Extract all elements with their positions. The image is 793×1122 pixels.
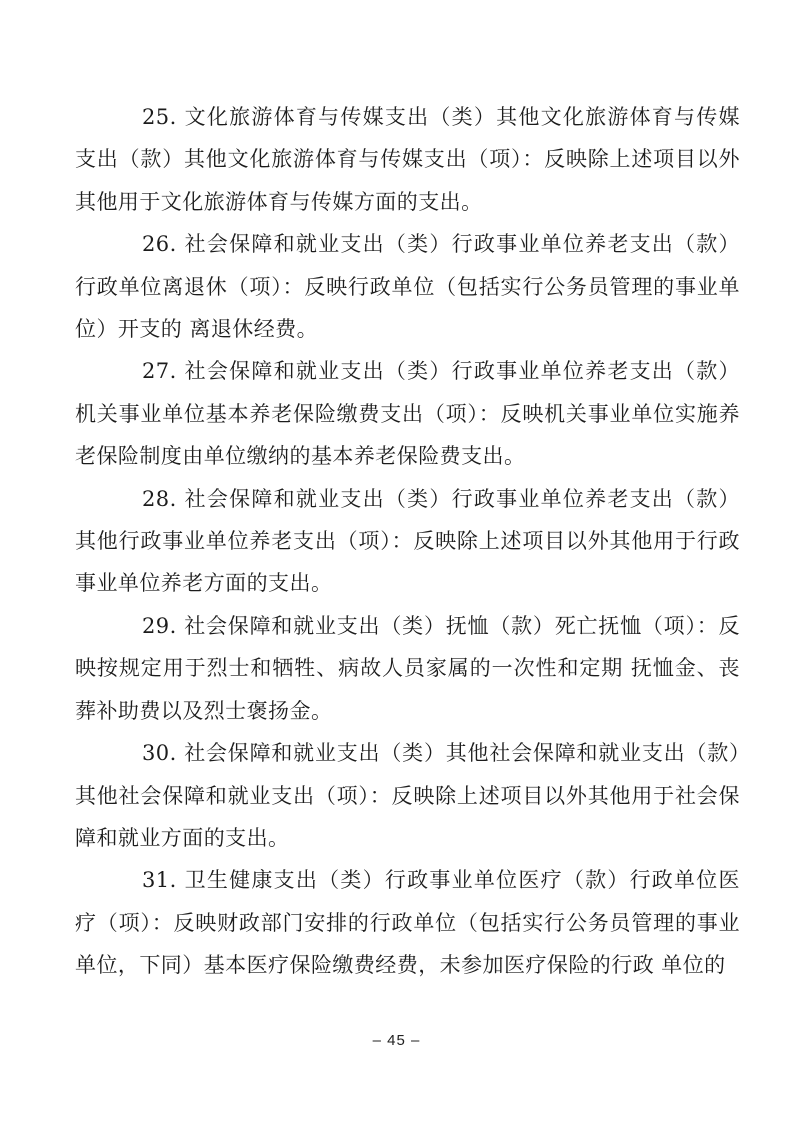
page-number: – 45 – — [372, 1032, 421, 1049]
paragraph-item-31: 31. 卫生健康支出（类）行政事业单位医疗（款）行政单位医疗（项）：反映财政部门安排的行政单位（包括实行公务员管理的事业单位，下同）基本医疗保险缴费经费，未参加医疗保险的行政 单位的 — [75, 868, 740, 978]
paragraph-item-30: 30. 社会保障和就业支出（类）其他社会保障和就业支出（款）其他社会保障和就业支出（项）：反映除上述项目以外其他用于社会保障和就业方面的支出。 — [75, 741, 740, 850]
paragraph-item-27: 27. 社会保障和就业支出（类）行政事业单位养老支出（款）机关事业单位基本养老保险缴费支出（项）：反映机关事业单位实施养老保险制度由单位缴纳的基本养老保险费支出。 — [75, 359, 740, 469]
paragraph-item-26: 26. 社会保障和就业支出（类）行政事业单位养老支出（款）行政单位离退休（项）：反映行政单位（包括实行公务员管理的事业单位）开支的 离退休经费。 — [75, 232, 740, 342]
page-footer — [0, 1032, 793, 1050]
paragraph-item-29: 29. 社会保障和就业支出（类）抚恤（款）死亡抚恤（项）：反映按规定用于烈士和牺牲、病故人员家属的一次性和定期 抚恤金、丧葬补助费以及烈士褒扬金。 — [75, 613, 740, 723]
document-body — [75, 96, 740, 987]
paragraph-item-28: 28. 社会保障和就业支出（类）行政事业单位养老支出（款）其他行政事业单位养老支出（项）：反映除上述项目以外其他用于行政事业单位养老方面的支出。 — [75, 486, 740, 596]
paragraph-item-25: 25. 文化旅游体育与传媒支出（类）其他文化旅游体育与传媒支出（款）其他文化旅游体育与传媒支出（项）：反映除上述项目以外其他用于文化旅游体育与传媒方面的支出。 — [75, 105, 740, 214]
